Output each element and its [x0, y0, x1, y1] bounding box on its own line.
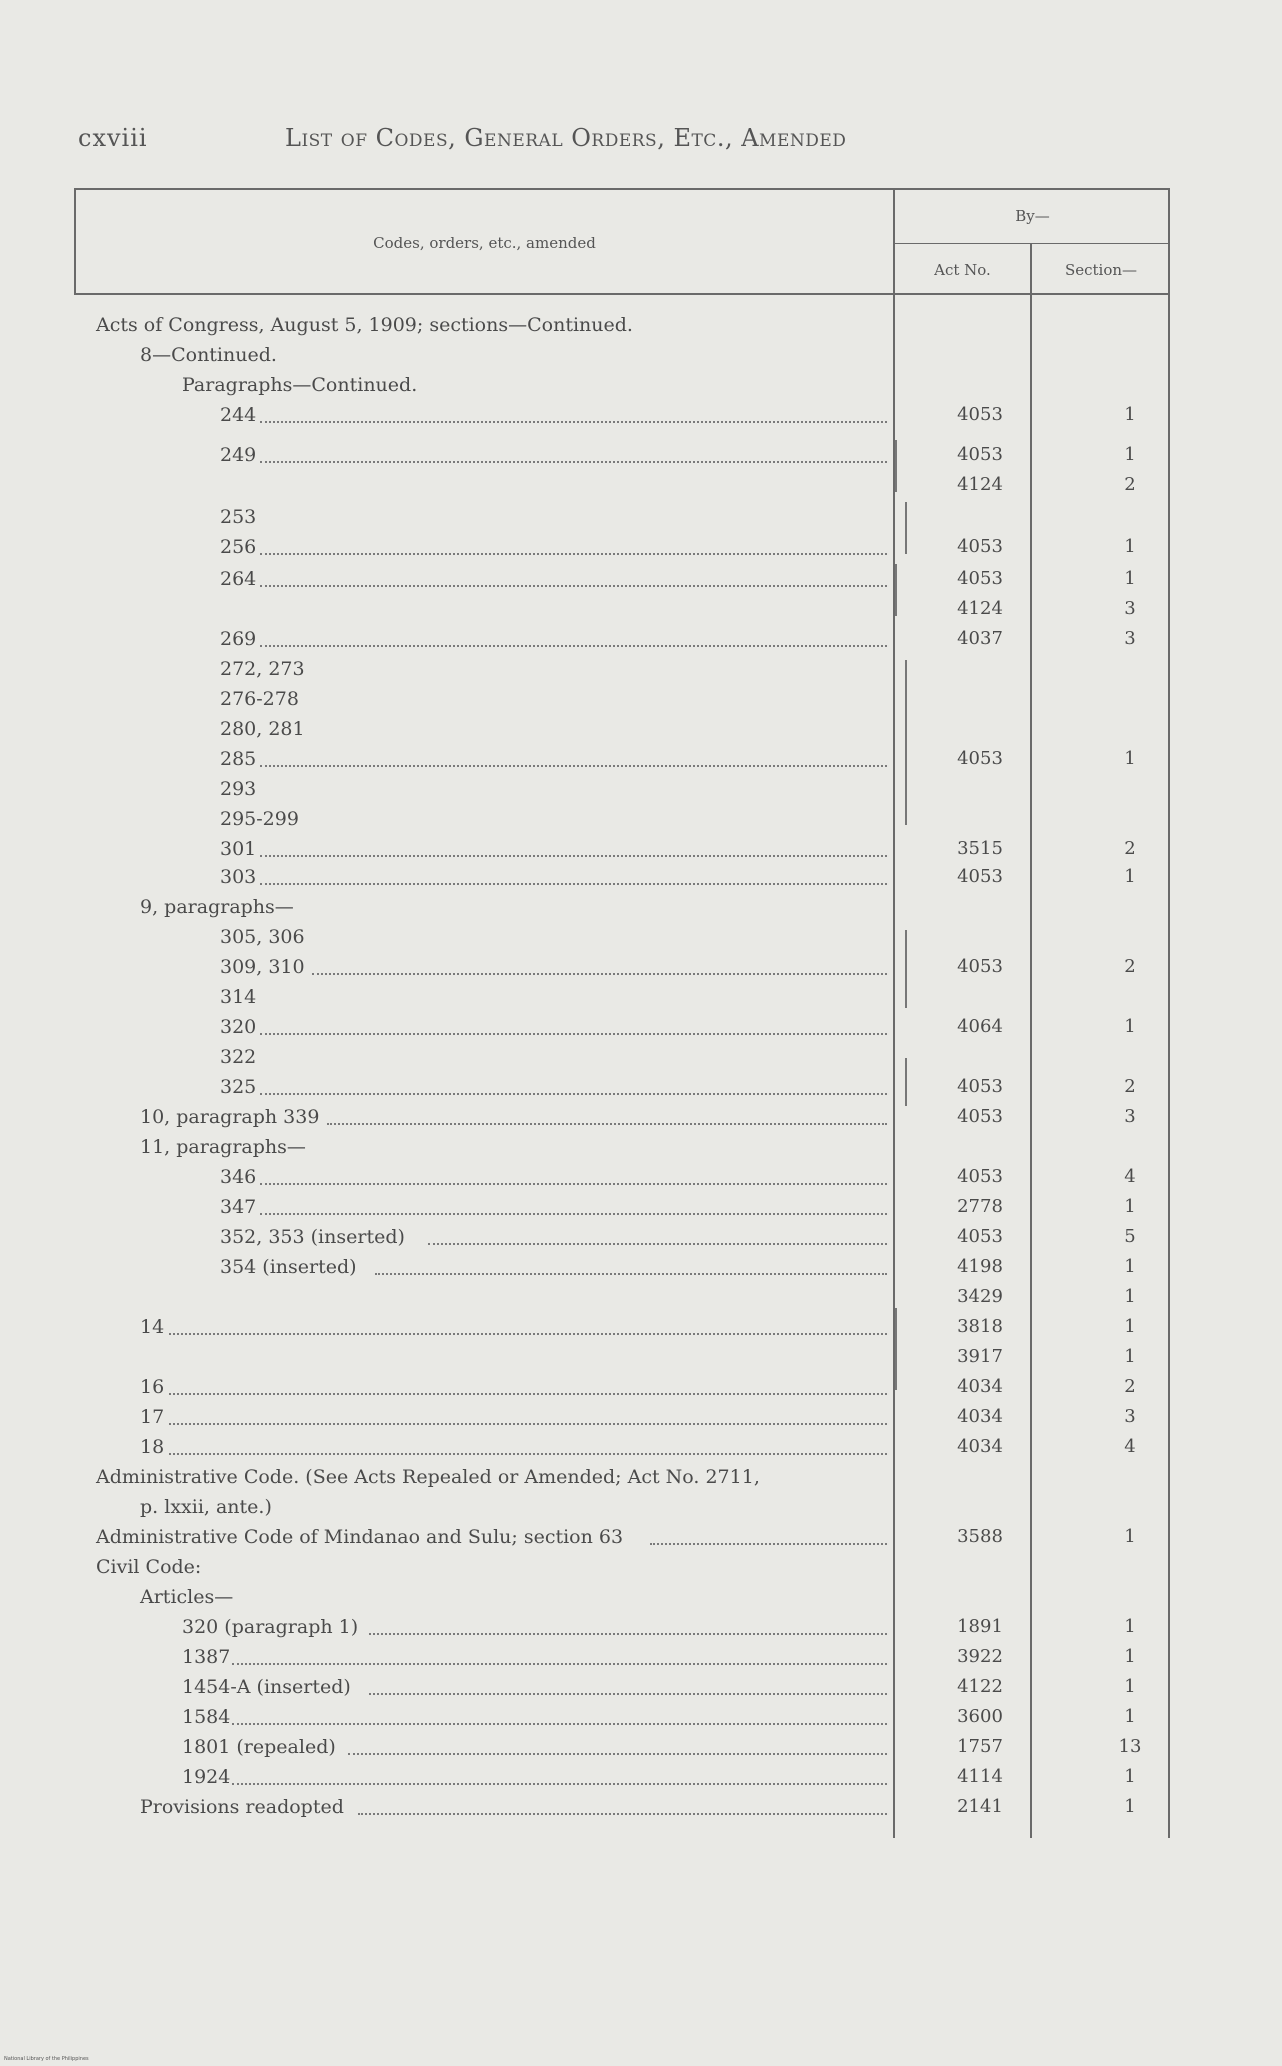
table-row: [0, 1402, 1282, 1432]
row-label: Civil Code:: [96, 1556, 202, 1578]
dot-leader: [260, 1033, 888, 1035]
header-section: Section—: [1064, 261, 1138, 279]
row-label: Articles—: [140, 1586, 234, 1608]
dot-leader: [232, 1663, 887, 1665]
header-by: By—: [1015, 207, 1050, 225]
table-row: [0, 1582, 1282, 1612]
section-number: 2: [1124, 474, 1136, 495]
row-label: 249: [220, 444, 257, 466]
section-number: 5: [1124, 1226, 1136, 1247]
section-number: 1: [1124, 536, 1136, 557]
row-label: 1924: [182, 1766, 231, 1788]
section-number: 1: [1124, 1286, 1136, 1307]
section-number: 3: [1124, 1106, 1136, 1127]
table-row: [0, 564, 1282, 594]
row-label: 1387: [182, 1646, 231, 1668]
act-number: 3818: [957, 1316, 1003, 1337]
table-row: [0, 892, 1282, 922]
dot-leader: [650, 1543, 887, 1545]
row-label: 303: [220, 866, 257, 888]
row-label: 305, 306: [220, 926, 305, 948]
brace: [895, 564, 909, 616]
act-number: 4053: [957, 444, 1003, 465]
row-label: 293: [220, 778, 257, 800]
dot-leader: [260, 461, 888, 463]
header-codes: Codes, orders, etc., amended: [373, 234, 596, 252]
row-label: 314: [220, 986, 257, 1008]
row-label: Administrative Code. (See Acts Repealed or Amended; Act No. 2711,: [96, 1466, 760, 1488]
table-top-rule: [74, 188, 1170, 190]
table-row: [0, 1162, 1282, 1192]
dot-leader: [260, 883, 888, 885]
section-number: 1: [1124, 1766, 1136, 1787]
row-label: 9, paragraphs—: [140, 896, 294, 918]
section-number: 1: [1124, 1016, 1136, 1037]
brace: [893, 502, 907, 554]
section-number: 3: [1124, 628, 1136, 649]
act-number: 4053: [957, 568, 1003, 589]
section-number: 1: [1124, 1796, 1136, 1817]
section-number: 1: [1124, 748, 1136, 769]
table-row: [0, 1702, 1282, 1732]
dot-leader: [260, 585, 888, 587]
section-number: 2: [1124, 1376, 1136, 1397]
section-number: 1: [1124, 1646, 1136, 1667]
act-number: 4198: [957, 1256, 1003, 1277]
section-number: 3: [1124, 598, 1136, 619]
act-number: 4124: [957, 474, 1003, 495]
dot-leader: [428, 1243, 888, 1245]
row-label: 309, 310: [220, 956, 305, 978]
row-label: 285: [220, 748, 257, 770]
table-row: [0, 624, 1282, 654]
brace: [895, 440, 909, 492]
table-row: [0, 714, 1282, 744]
dot-leader: [169, 1333, 887, 1335]
act-number: 4034: [957, 1436, 1003, 1457]
table-row: [0, 774, 1282, 804]
row-label: 280, 281: [220, 718, 305, 740]
brace: [893, 1058, 907, 1106]
act-number: 4053: [957, 1106, 1003, 1127]
section-number: 2: [1124, 956, 1136, 977]
row-label: 1584: [182, 1706, 231, 1728]
table-row: [0, 922, 1282, 952]
row-label: 264: [220, 568, 257, 590]
row-label: 322: [220, 1046, 257, 1068]
section-number: 1: [1124, 1526, 1136, 1547]
dot-leader: [169, 1453, 887, 1455]
table-row: [0, 952, 1282, 982]
act-number: 3429: [957, 1286, 1003, 1307]
table-row: [0, 1792, 1282, 1822]
act-number: 4053: [957, 748, 1003, 769]
table-row: [0, 1732, 1282, 1762]
table-row: [0, 1552, 1282, 1582]
table-row: [0, 1642, 1282, 1672]
table-row: [0, 532, 1282, 562]
row-label: p. lxxii, ante.): [140, 1496, 272, 1518]
act-number: 4122: [957, 1676, 1003, 1697]
table-row: [0, 1672, 1282, 1702]
row-label: 1801 (repealed): [182, 1736, 336, 1758]
row-label: 244: [220, 404, 257, 426]
section-number: 4: [1124, 1436, 1136, 1457]
section-number: 1: [1124, 1616, 1136, 1637]
row-label: 16: [140, 1376, 165, 1398]
header-bottom-rule: [74, 293, 1170, 295]
dot-leader: [260, 1213, 888, 1215]
table-row: [0, 862, 1282, 892]
table-row: [0, 370, 1282, 400]
section-number: 1: [1124, 1316, 1136, 1337]
act-number: 4053: [957, 956, 1003, 977]
row-label: Acts of Congress, August 5, 1909; sections—Continued.: [96, 314, 633, 336]
page-title: List of Codes, General Orders, Etc., Amended: [285, 124, 847, 152]
row-label: 325: [220, 1076, 257, 1098]
section-number: 1: [1124, 568, 1136, 589]
row-label: Paragraphs—Continued.: [182, 374, 418, 396]
section-number: 13: [1118, 1736, 1142, 1757]
row-label: Administrative Code of Mindanao and Sulu; section 63: [96, 1526, 624, 1548]
act-number: 1891: [957, 1616, 1003, 1637]
dot-leader: [169, 1423, 887, 1425]
table-row: [0, 1072, 1282, 1102]
table-row: [0, 594, 1282, 624]
act-number: 4064: [957, 1016, 1003, 1037]
act-number: 4037: [957, 628, 1003, 649]
table-row: [0, 1462, 1282, 1492]
table-row: [0, 440, 1282, 470]
table-row: [0, 1102, 1282, 1132]
section-number: 1: [1124, 1196, 1136, 1217]
row-label: 18: [140, 1436, 165, 1458]
act-number: 3922: [957, 1646, 1003, 1667]
dot-leader: [232, 1723, 887, 1725]
row-label: 295-299: [220, 808, 299, 830]
row-label: 347: [220, 1196, 257, 1218]
section-number: 1: [1124, 1706, 1136, 1727]
dot-leader: [327, 1123, 888, 1125]
table-row: [0, 744, 1282, 774]
dot-leader: [232, 1783, 887, 1785]
dot-leader: [169, 1393, 887, 1395]
dot-leader: [369, 1633, 888, 1635]
row-label: 320: [220, 1016, 257, 1038]
page-number: cxviii: [78, 124, 148, 152]
row-label: 8—Continued.: [140, 344, 277, 366]
row-label: 14: [140, 1316, 165, 1338]
brace: [893, 930, 907, 1008]
act-number: 3515: [957, 838, 1003, 859]
act-number: 4053: [957, 1166, 1003, 1187]
dot-leader: [260, 855, 888, 857]
table-row: [0, 1372, 1282, 1402]
table-row: [0, 1222, 1282, 1252]
dot-leader: [260, 1183, 888, 1185]
row-label: Provisions readopted: [140, 1796, 344, 1818]
section-number: 2: [1124, 838, 1136, 859]
table-row: [0, 470, 1282, 500]
table-row: [0, 1042, 1282, 1072]
dot-leader: [348, 1753, 888, 1755]
dot-leader: [260, 765, 888, 767]
row-label: 276-278: [220, 688, 299, 710]
table-row: [0, 1312, 1282, 1342]
dot-leader: [260, 645, 888, 647]
section-number: 1: [1124, 1676, 1136, 1697]
table-row: [0, 310, 1282, 340]
row-label: 11, paragraphs—: [140, 1136, 306, 1158]
dot-leader: [369, 1693, 888, 1695]
act-number: 2141: [957, 1796, 1003, 1817]
act-number: 1757: [957, 1736, 1003, 1757]
row-label: 320 (paragraph 1): [182, 1616, 359, 1638]
table-row: [0, 1132, 1282, 1162]
by-underline: [895, 243, 1170, 244]
row-label: 354 (inserted): [220, 1256, 357, 1278]
act-number: 4053: [957, 536, 1003, 557]
section-number: 1: [1124, 866, 1136, 887]
act-number: 4034: [957, 1406, 1003, 1427]
act-number: 4053: [957, 866, 1003, 887]
table-row: [0, 1492, 1282, 1522]
table-row: [0, 502, 1282, 532]
dot-leader: [358, 1813, 887, 1815]
table-row: [0, 654, 1282, 684]
act-number: 4053: [957, 1076, 1003, 1097]
table-row: [0, 1612, 1282, 1642]
table-row: [0, 1252, 1282, 1282]
table-row: [0, 1432, 1282, 1462]
section-number: 1: [1124, 1346, 1136, 1367]
row-label: 352, 353 (inserted): [220, 1226, 405, 1248]
header-act-no: Act No.: [934, 261, 991, 279]
act-number: 4124: [957, 598, 1003, 619]
footer-tag: National Library of the Philippines: [4, 2056, 89, 2062]
section-number: 1: [1124, 404, 1136, 425]
act-number: 3600: [957, 1706, 1003, 1727]
dot-leader: [375, 1273, 887, 1275]
table-row: [0, 1012, 1282, 1042]
row-label: 346: [220, 1166, 257, 1188]
table-row: [0, 982, 1282, 1012]
table-row: [0, 1762, 1282, 1792]
act-number: 4053: [957, 1226, 1003, 1247]
dot-leader: [260, 1093, 888, 1095]
section-number: 3: [1124, 1406, 1136, 1427]
row-label: 256: [220, 536, 257, 558]
section-number: 2: [1124, 1076, 1136, 1097]
row-label: 1454-A (inserted): [182, 1676, 351, 1698]
table-row: [0, 1192, 1282, 1222]
table-row: [0, 340, 1282, 370]
row-label: 253: [220, 506, 257, 528]
table-row: [0, 834, 1282, 864]
dot-leader: [312, 973, 887, 975]
table-row: [0, 1282, 1282, 1312]
row-label: 269: [220, 628, 257, 650]
row-label: 301: [220, 838, 257, 860]
section-number: 1: [1124, 444, 1136, 465]
act-number: 4114: [957, 1766, 1003, 1787]
dot-leader: [260, 421, 888, 423]
act-number: 3917: [957, 1346, 1003, 1367]
table-row: [0, 1522, 1282, 1552]
row-label: 272, 273: [220, 658, 305, 680]
row-label: 17: [140, 1406, 165, 1428]
table-row: [0, 400, 1282, 430]
table-row: [0, 684, 1282, 714]
act-number: 4053: [957, 404, 1003, 425]
row-label: 10, paragraph 339: [140, 1106, 320, 1128]
act-number: 3588: [957, 1526, 1003, 1547]
brace: [893, 660, 907, 825]
act-number: 2778: [957, 1196, 1003, 1217]
dot-leader: [260, 553, 888, 555]
table-row: [0, 804, 1282, 834]
section-number: 1: [1124, 1256, 1136, 1277]
section-number: 4: [1124, 1166, 1136, 1187]
act-number: 4034: [957, 1376, 1003, 1397]
brace: [895, 1308, 909, 1390]
table-row: [0, 1342, 1282, 1372]
